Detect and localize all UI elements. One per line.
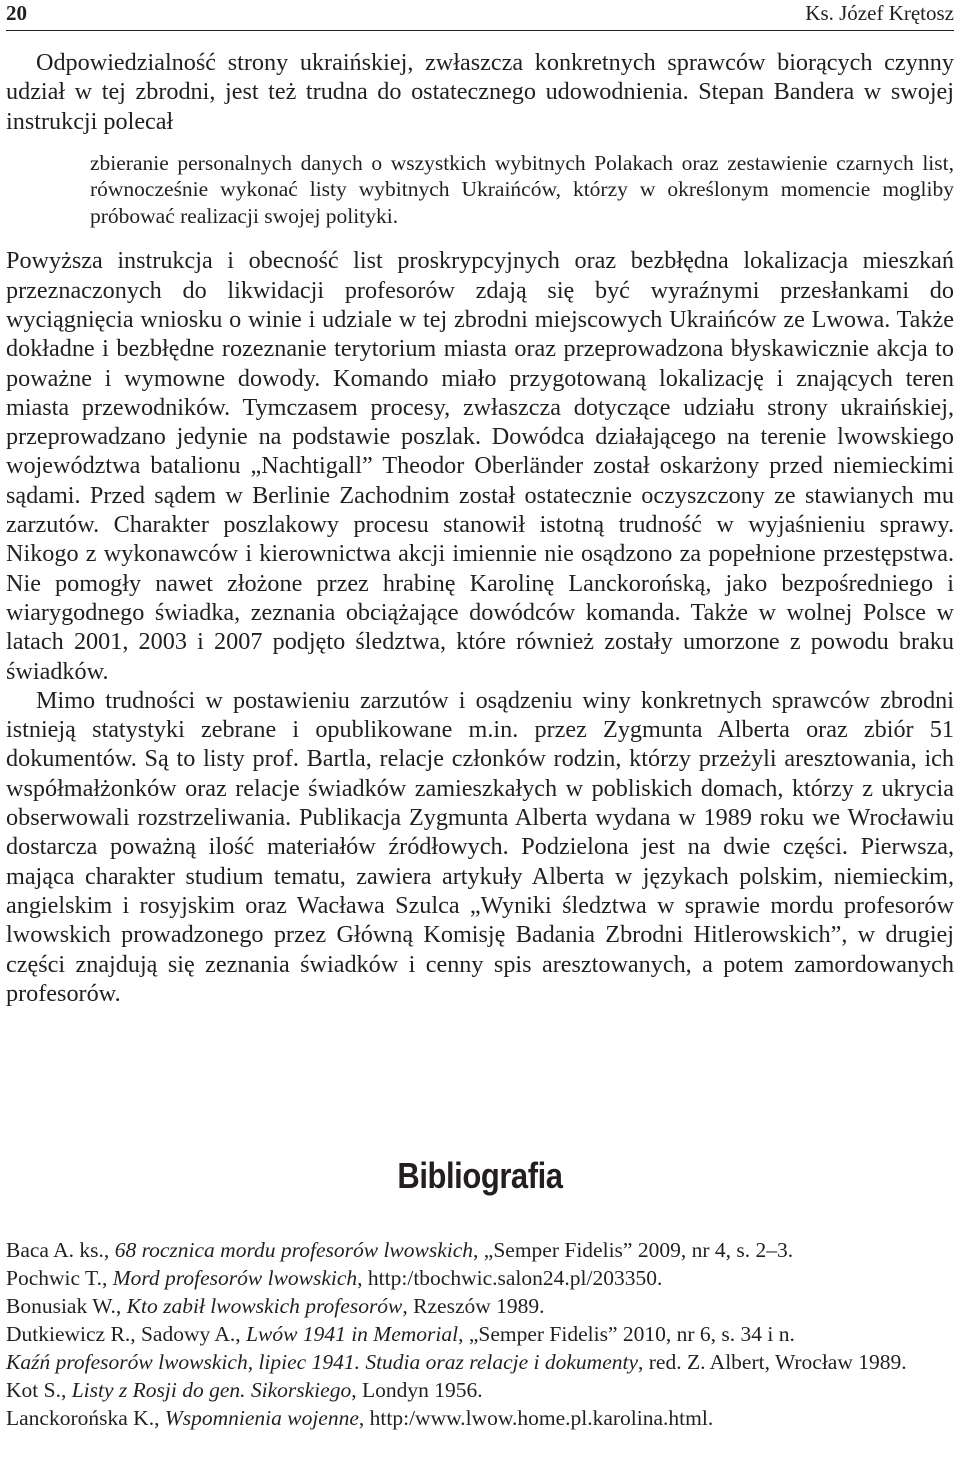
paragraph-1: Odpowiedzialność strony ukraińskiej, zwłaszcza konkretnych sprawców biorących czynny udział w tej zbrodni, jest też trudna do ostatecznego udowodnienia. Stepan Bandera w swojej instrukcji polecał: [6, 49, 954, 135]
bibliography-entry: Pochwic T., Mord profesorów lwowskich, http:/tbochwic.salon24.pl/203350.: [6, 1266, 663, 1290]
running-header: [6, 0, 954, 31]
page-number: 20: [6, 1, 27, 25]
paragraph-2: Powyższa instrukcja i obecność list proskrypcyjnych oraz bezbłędna lokalizacja mieszkań przeznaczonych do likwidacji profesorów zdają się być wyraźnymi przesłankami do wyciągnięcia wniosku o winie i udziale w tej zbrodni miejscowych Ukraińców ze Lwowa. Także dokładne i bezbłędne rozeznanie terytorium miasta oraz przeprowadzona błyskawicznie akcja to poważne i wymowne dowody. Komando miało przygotowaną lokalizację i znających teren miasta przewodników. Tymczasem procesy, zwłaszcza dotyczące udziału strony ukraińskiej, przeprowadzano jedynie na podstawie poszlak. Dowódca działającego na terenie lwowskiego województwa batalionu „Nachtigall” Theodor Oberländer został oskarżony przed niemieckimi sądami. Przed sądem w Berlinie Zachodnim został ostatecznie oczyszczony ze stawianych mu zarzutów. Charakter poszlakowy procesu stanowił istotną trudność w wyjaśnieniu sprawy. Nikogo z wykonawców i kierownictwa akcji imiennie nie osądzono za popełnione przestępstwa. Nie pomogły nawet złożone przez hrabinę Karolinę Lanckorońską, jako bezpośredniego i wiarygodnego świadka, zeznania obciążające dowódców komanda. Także w wolnej Polsce w latach 2001, 2003 i 2007 podjęto śledztwa, które również zostały umorzone z powodu braku świadków.: [6, 247, 954, 685]
bibliography-entry: Kaźń profesorów lwowskich, lipiec 1941. Studia oraz relacje i dokumenty, red. Z. Albert, Wrocław 1989.: [6, 1350, 907, 1374]
running-title: Ks. Józef Krętosz: [805, 1, 954, 25]
bibliography-entry: Bonusiak W., Kto zabił lwowskich profesorów, Rzeszów 1989.: [6, 1294, 545, 1318]
main-text: [6, 48, 954, 1008]
paragraph-3: Mimo trudności w postawieniu zarzutów i osądzeniu winy konkretnych sprawców zbrodni istnieją statystyki zebrane i opublikowane m.in. przez Zygmunta Alberta oraz zbiór 51 dokumentów. Są to listy prof. Bartla, relacje członków rodzin, którzy przeżyli aresztowania, ich współmałżonków oraz relacje świadków zamieszkałych w pobliskich domach, którzy z ukrycia obserwowali rozstrzeliwania. Publikacja Zygmunta Alberta wydana w 1989 roku we Wrocławiu dostarcza poważną ilość materiałów źródłowych. Podzielona jest na dwie części. Pierwsza, mająca charakter studium tematu, zawiera artykuły Alberta w językach polskim, niemieckim, angielskim i rosyjskim oraz Wacława Szulca „Wyniki śledztwa w sprawie mordu profesorów lwowskich prowadzonego przez Główną Komisję Badania Zbrodni Hitlerowskich”, w drugiej części znajdują się zeznania świadków i cenny spis aresztowanych, a potem zamordowanych profesorów.: [6, 686, 954, 1007]
bibliography-entry: Dutkiewicz R., Sadowy A., Lwów 1941 in Memorial, „Semper Fidelis” 2010, nr 6, s. 34 i n.: [6, 1322, 795, 1346]
bibliography-entry: Baca A. ks., 68 rocznica mordu profesorów lwowskich, „Semper Fidelis” 2009, nr 4, s. 2–3.: [6, 1238, 794, 1262]
bibliography-heading: Bibliografia: [397, 1155, 563, 1196]
bibliography-list: [6, 1236, 954, 1432]
bibliography-entry: Lanckorońska K., Wspomnienia wojenne, http:/www.lwow.home.pl.karolina.html.: [6, 1406, 714, 1430]
bibliography-entry: Kot S., Listy z Rosji do gen. Sikorskiego, Londyn 1956.: [6, 1378, 483, 1402]
block-quote: zbieranie personalnych danych o wszystkich wybitnych Polakach oraz zestawienie czarnych list, równocześnie wykonać listy wybitnych Ukraińców, którzy w określonym momencie mogliby próbować realizacji swojej polityki.: [90, 150, 954, 228]
